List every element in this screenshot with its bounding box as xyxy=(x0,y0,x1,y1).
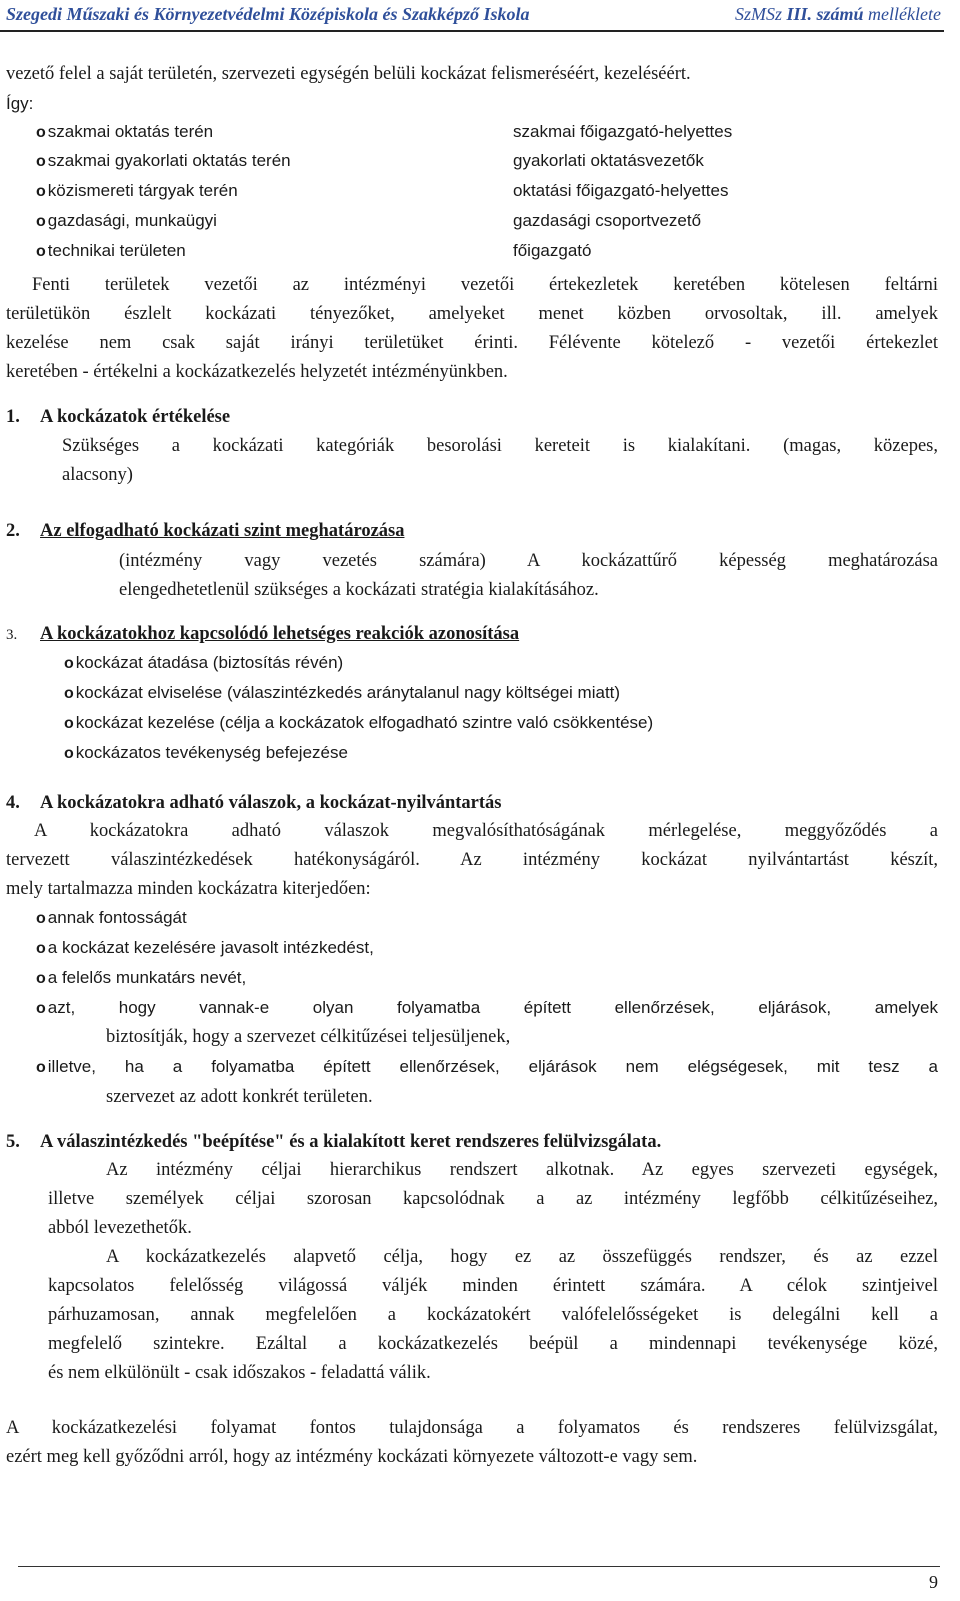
paragraph-line: illetve személyek céljai szorosan kapcsolódnak a az intézmény legfőbb célkitűzéseihez, xyxy=(48,1189,938,1209)
responsibility-owner: főigazgató xyxy=(513,241,592,260)
paragraph-line: elengedhetetlenül szükséges a kockázati stratégia kialakításához. xyxy=(119,580,599,600)
paragraph-line: mely tartalmazza minden kockázatra kiterjedően: xyxy=(6,879,371,899)
paragraph-line: tervezett válaszintézkedések hatékonyságáról. Az intézmény kockázat nyilvántartást készít, xyxy=(6,850,938,870)
responsibility-area: o szakmai gyakorlati oktatás terén xyxy=(36,150,291,173)
page-number: 9 xyxy=(929,1572,938,1592)
reaction-item: o kockázat kezelése (célja a kockázatok elfogadható szintre való csökkentése) xyxy=(64,712,653,735)
paragraph-line: Fenti területek vezetői az intézményi vezetői értekezletek keretében kötelesen feltárni xyxy=(32,275,938,295)
responsibility-area: o közismereti tárgyak terén xyxy=(36,180,238,203)
intro-line: Így: xyxy=(6,94,34,113)
responsibility-owner: gazdasági csoportvezető xyxy=(513,211,702,230)
register-item: o azt, hogy vannak-e olyan folyamatba épített ellenőrzések, eljárások, amelyek xyxy=(36,997,938,1020)
paragraph-line: kezelése nem csak saját irányi területüket érinti. Félévente kötelező - vezetői értekezlet xyxy=(6,333,938,353)
reaction-item: o kockázatos tevékenység befejezése xyxy=(64,742,348,765)
section-3-heading: 3. A kockázatokhoz kapcsolódó lehetséges reakciók azonosítása xyxy=(6,624,520,644)
paragraph-line: A kockázatkezelés alapvető célja, hogy ez az összefüggés rendszer, és az ezzel xyxy=(106,1247,938,1267)
document-reference: SzMSz III. számú melléklete xyxy=(734,4,941,24)
paragraph-line: Szükséges a kockázati kategóriák besorolási kereteit is kialakítani. (magas, közepes, xyxy=(62,436,938,456)
school-name: Szegedi Műszaki és Környezetvédelmi Középiskola és Szakképző Iskola xyxy=(6,4,530,24)
paragraph-line: (intézmény vagy vezetés számára) A kockázattűrő képesség meghatározása xyxy=(119,551,938,571)
responsibility-area: o technikai területen xyxy=(36,240,186,263)
section-1-heading: 1. A kockázatok értékelése xyxy=(6,407,231,427)
paragraph-line: megfelelő szintekre. Ezáltal a kockázatkezelés beépül a mindennapi tevékenysége közé, xyxy=(48,1334,938,1354)
register-item: o a felelős munkatárs nevét, xyxy=(36,967,246,990)
paragraph-line: keretében - értékelni a kockázatkezelés helyzetét intézményünkben. xyxy=(6,362,508,382)
footer-rule xyxy=(18,1566,940,1567)
page-header xyxy=(0,0,960,31)
responsibility-area: o szakmai oktatás terén xyxy=(36,121,213,144)
paragraph-line: ezért meg kell győződni arról, hogy az intézmény kockázati környezete változott-e vagy sem. xyxy=(6,1447,698,1467)
register-item-continuation: szervezet az adott konkrét területen. xyxy=(106,1087,373,1107)
responsibility-owner: oktatási főigazgató-helyettes xyxy=(513,181,729,200)
responsibility-area: o gazdasági, munkaügyi xyxy=(36,210,217,233)
header-rule xyxy=(0,30,944,32)
paragraph-line: alacsony) xyxy=(62,465,133,485)
register-item: o annak fontosságát xyxy=(36,907,187,930)
responsibility-owner: szakmai főigazgató-helyettes xyxy=(513,122,733,141)
reaction-item: o kockázat átadása (biztosítás révén) xyxy=(64,652,343,675)
paragraph-line: abból levezethetők. xyxy=(48,1218,192,1238)
register-item: o a kockázat kezelésére javasolt intézkedést, xyxy=(36,937,374,960)
paragraph-line: és nem elkülönült - csak időszakos - feladattá válik. xyxy=(48,1363,431,1383)
paragraph-line: területükön észlelt kockázati tényezőket, amelyeket menet közben orvosoltak, ill. amelyek xyxy=(6,304,938,324)
responsibility-owner: gyakorlati oktatásvezetők xyxy=(513,151,704,170)
section-2-heading: 2. Az elfogadható kockázati szint meghatározása xyxy=(6,521,405,541)
paragraph-line: A kockázatkezelési folyamat fontos tulajdonsága a folyamatos és rendszeres felülvizsgálat, xyxy=(6,1418,938,1438)
section-5-heading: 5. A válaszintézkedés "beépítése" és a kialakított keret rendszeres felülvizsgálata. xyxy=(6,1132,662,1152)
section-4-heading: 4. A kockázatokra adható válaszok, a kockázat-nyilvántartás xyxy=(6,793,502,813)
register-item: o illetve, ha a folyamatba épített ellenőrzések, eljárások nem elégségesek, mit tesz a xyxy=(36,1056,938,1079)
paragraph-line: kapcsolatos felelősség világossá váljék minden érintett számára. A célok szintjeivel xyxy=(48,1276,938,1296)
paragraph-line: A kockázatokra adható válaszok megvalósíthatóságának mérlegelése, meggyőződés a xyxy=(34,821,938,841)
intro-line: vezető felel a saját területén, szervezeti egységén belüli kockázat felismeréséért, kezeléséért. xyxy=(6,64,691,84)
reaction-item: o kockázat elviselése (válaszintézkedés aránytalanul nagy költségei miatt) xyxy=(64,682,620,705)
register-item-continuation: biztosítják, hogy a szervezet célkitűzései teljesüljenek, xyxy=(106,1027,511,1047)
paragraph-line: Az intézmény céljai hierarchikus rendszert alkotnak. Az egyes szervezeti egységek, xyxy=(106,1160,938,1180)
paragraph-line: párhuzamosan, annak megfelelően a kockázatokért valófelelősségeket is delegálni kell a xyxy=(48,1305,938,1325)
